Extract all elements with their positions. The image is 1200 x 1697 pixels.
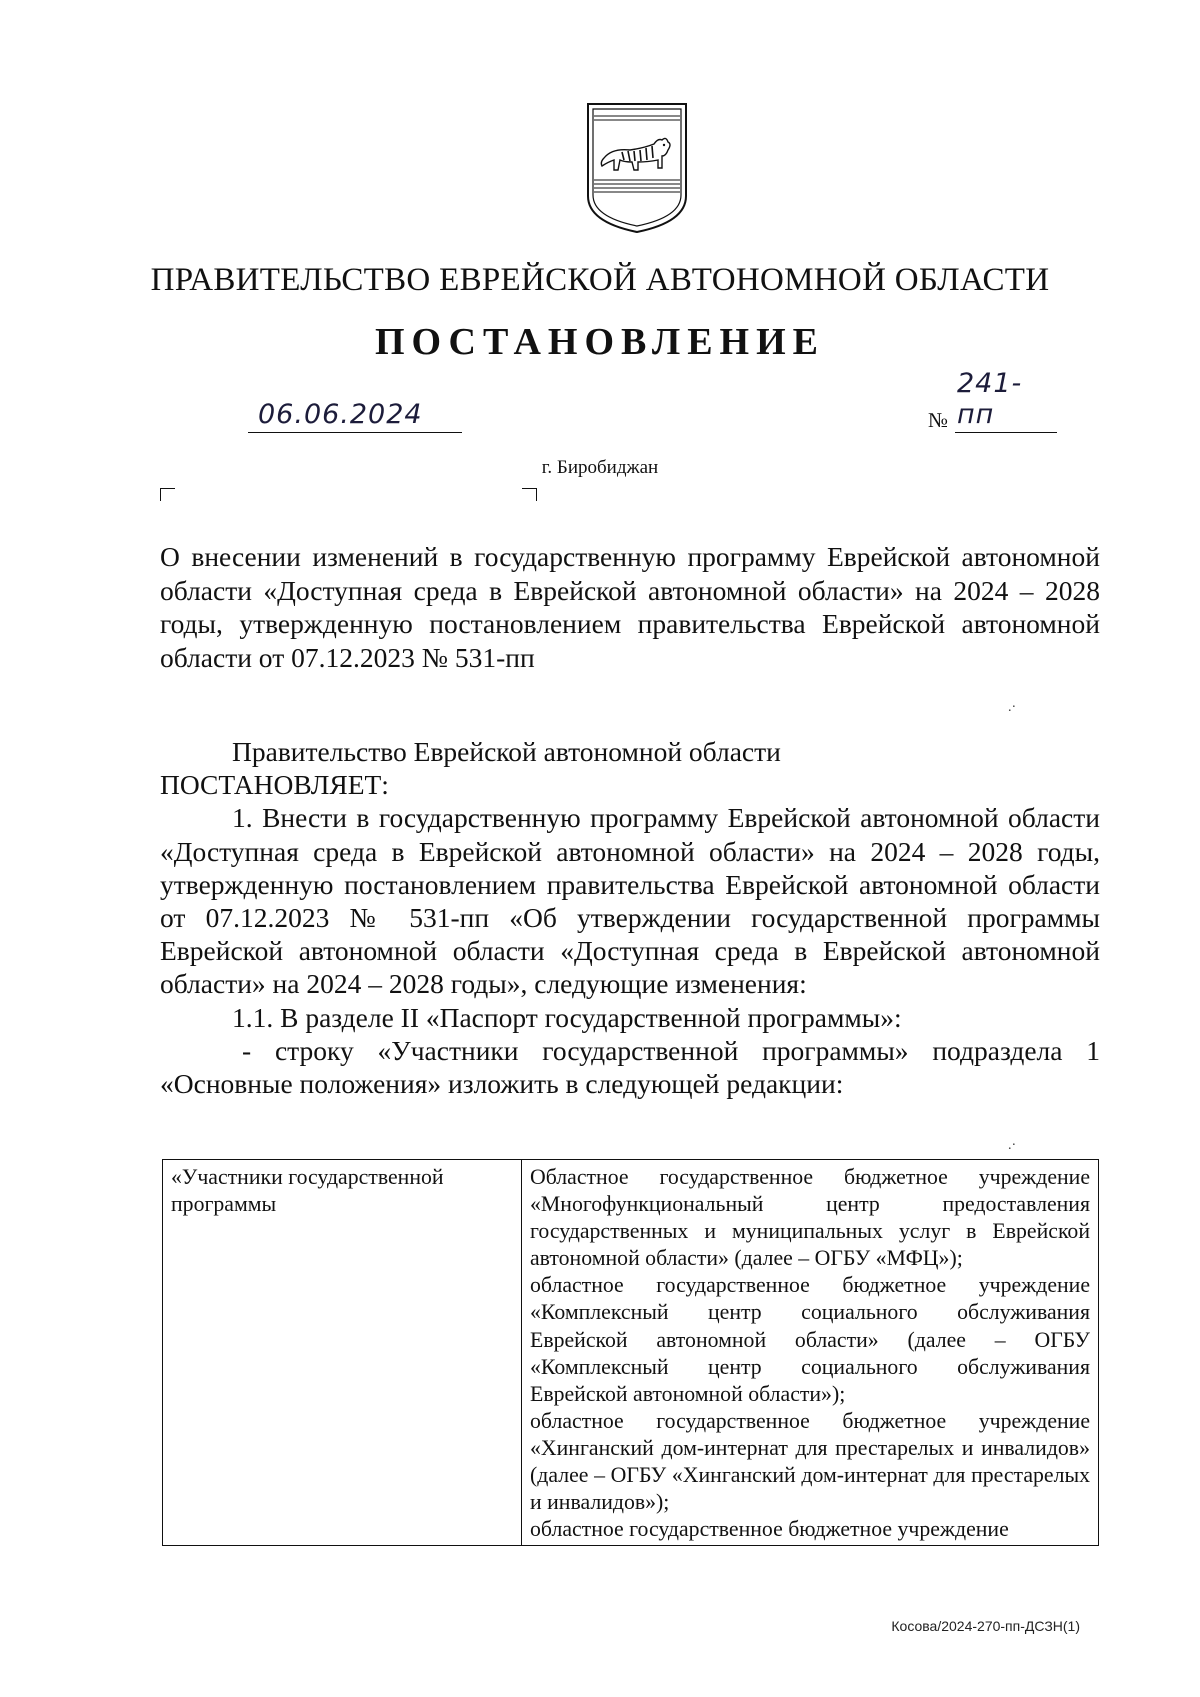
number-field — [955, 368, 1057, 433]
scan-speck: .· — [1008, 700, 1017, 715]
date-field — [248, 396, 462, 433]
participants-table — [162, 1159, 1099, 1546]
row-label: «Участники государственной программы — [163, 1160, 522, 1546]
document-subject: О внесении изменений в государственную программу Еврейской автономной области «Доступная среда в Еврейской автономной области» на 2024 – 2028 годы, утвержденную постановлением правительства Еврейской автономной области от 07.12.2023 № 531-пп — [160, 541, 1100, 673]
handwritten-number: 241-пп — [957, 368, 1023, 430]
list-item: областное государственное бюджетное учреждение — [530, 1517, 1009, 1542]
number-prefix: № — [928, 408, 949, 432]
decree-word: ПОСТАНОВЛЯЕТ: — [160, 769, 389, 801]
document-body — [160, 735, 1100, 1100]
file-reference: Косова/2024-270-пп-ДСЗН(1) — [891, 1618, 1080, 1634]
city: г. Биробиджан — [541, 457, 659, 478]
government-title: ПРАВИТЕЛЬСТВО ЕВРЕЙСКОЙ АВТОНОМНОЙ ОБЛАСТИ — [150, 262, 1050, 298]
list-item: областное государственное бюджетное учреждение «Хинганский дом-интернат для престарелых и инвалидов» (далее – ОГБУ «Хинганский дом-интернат для престарелых и инвалидов»); — [530, 1408, 1090, 1515]
row-value — [522, 1160, 1099, 1546]
handwritten-date: 06.06.2024 — [258, 399, 423, 430]
list-item: областное государственное бюджетное учреждение «Комплексный центр социального обслуживания Еврейской автономной области» (далее – ОГБУ «Комплексный центр социального обслуживания Еврейской автономной области»); — [530, 1273, 1090, 1406]
item-1-1: 1.1. В разделе II «Паспорт государственной программы»: — [232, 1001, 902, 1033]
scan-speck: .· — [1008, 1138, 1017, 1153]
corner-mark-left — [160, 488, 175, 501]
intro-paragraph: Правительство Еврейской автономной области — [232, 736, 781, 767]
item-1-1-dash: - строку «Участники государственной программы» подраздела 1 «Основные положения» изложить в следующей редакции: — [160, 1034, 1100, 1100]
item-1: 1. Внести в государственную программу Еврейской автономной области «Доступная среда в Еврейской автономной области» на 2024 – 2028 годы, утвержденную постановлением правительства Еврейской автономной области от 07.12.2023 № 531-пп «Об утверждении государственной программы Еврейской автономной области «Доступная среда в Еврейской автономной области» на 2024 – 2028 годы», следующие изменения: — [160, 802, 1100, 1000]
list-item: Областное государственное бюджетное учреждение «Многофункциональный центр предоставления государственных и муниципальных услуг в Еврейской автономной области» (далее – ОГБУ «МФЦ»); — [530, 1165, 1090, 1271]
coat-of-arms-tiger-icon — [582, 100, 692, 235]
corner-mark-right — [522, 488, 537, 501]
document-type: ПОСТАНОВЛЕНИЕ — [374, 321, 826, 363]
table-row — [163, 1160, 1099, 1546]
